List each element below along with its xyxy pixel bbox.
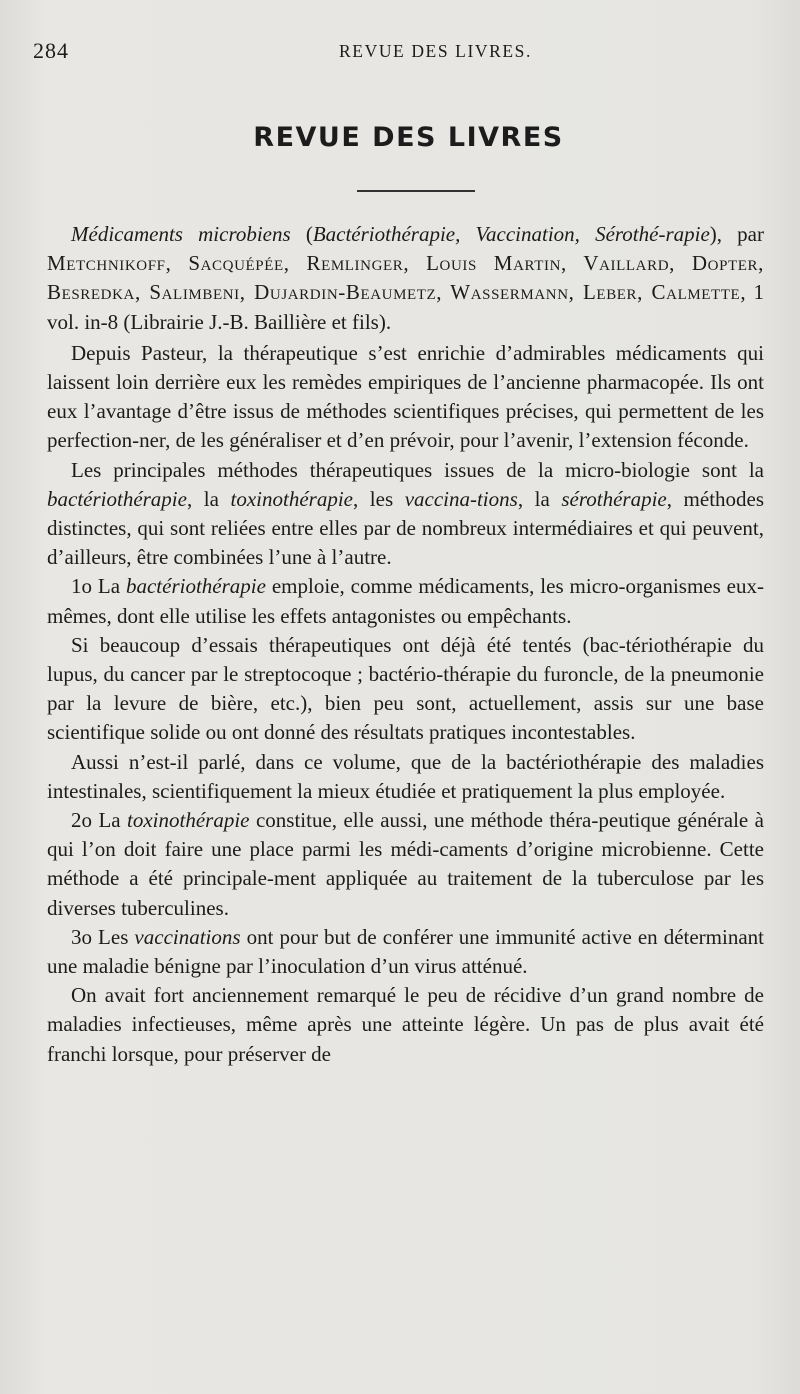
p3-text-c: emploie, comme médicaments, les micro-organismes eux-mêmes, dont elle utilise les effets antagonistes ou empêchants.: [47, 574, 764, 628]
book-authors: Metchnikoff, Sacquépée, Remlinger, Louis Martin, Vaillard, Dopter, Besredka, Salimbeni, Dujardin-Beaumetz, Wassermann, Leber, Calmette: [47, 251, 764, 305]
p2-text-e: , les: [352, 486, 405, 511]
book-subtitle: Bactériothérapie, Vaccination, Sérothé-rapie: [312, 222, 710, 246]
p7-text-a: 3o Les: [71, 924, 135, 949]
paragraph-toxinotherapie: [47, 806, 764, 923]
term-serotherapie: sérothérapie: [561, 486, 667, 511]
reference-close-paren: ), par: [709, 222, 764, 246]
title-rule: [357, 190, 475, 192]
running-title: REVUE DES LIVRES.: [339, 41, 532, 61]
book-title: Médicaments microbiens: [71, 222, 291, 246]
p2-text-g: , la: [517, 486, 562, 511]
book-publication: , 1 vol. in-8 (Librairie J.-B. Baillière et fils).: [47, 280, 764, 334]
section-title: REVUE DES LIVRES: [253, 122, 564, 153]
p3-term: bactériothérapie: [125, 574, 266, 599]
p6-term: toxinothérapie: [127, 808, 250, 833]
p7-term: vaccinations: [134, 924, 241, 949]
paragraph-intestinales: Aussi n’est-il parlé, dans ce volume, que de la bactériothérapie des maladies intestinales, scientifiquement la mieux étudiée et pratiquement la plus employée.: [47, 749, 764, 803]
reference-open-paren: (: [290, 222, 313, 246]
paragraph-methods: [47, 456, 764, 573]
page-number: 284: [33, 38, 69, 63]
term-bacteriotherapie: bactériothérapie: [47, 486, 187, 511]
paragraph-intro: Depuis Pasteur, la thérapeutique s’est enrichie d’admirables médicaments qui laissent loin derrière eux les remèdes empiriques de l’ancienne pharmacopée. Ils ont eux l’avantage d’être issus de méthodes scientifiques précises, qui permettent de les perfection-ner, de les généraliser et d’en prévoir, pour l’avenir, l’extension féconde.: [47, 340, 764, 453]
running-head: [33, 0, 764, 63]
book-reference: [47, 220, 764, 337]
p6-text-c: constitue, elle aussi, une méthode théra-peutique générale à qui l’on doit faire une place parmi les médi-caments d’origine microbienne. Cette méthode a été principale-ment appliquée au traitement de la tuberculose par les diverses tuberculines.: [47, 808, 764, 920]
paragraph-recidive: On avait fort anciennement remarqué le peu de récidive d’un grand nombre de maladies infectieuses, même après une atteinte légère. Un pas de plus avait été franchi lorsque, pour préserver de: [47, 983, 764, 1066]
term-toxinotherapie: toxinothérapie: [230, 486, 353, 511]
p6-text-a: 2o La: [71, 808, 128, 833]
p2-text-i: , méthodes distinctes, qui sont reliées entre elles par de nombreux intermédiaires et qui peuvent, d’ailleurs, être combinées l’une à l’autre.: [47, 486, 765, 570]
p2-text-a: Les principales méthodes thérapeutiques issues de la micro-biologie sont la: [71, 457, 764, 482]
paragraph-vaccinations: [47, 923, 764, 981]
p3-text-a: 1o La: [71, 574, 126, 599]
paragraph-essais: Si beaucoup d’essais thérapeutiques ont déjà été tentés (bac-tériothérapie du lupus, du cancer par le streptocoque ; bactério-thérapie du furoncle, de la pneumonie par la levure de bière, etc.), bien peu sont, actuellement, assis sur une base scientifique solide ou ont donné des résultats pratiques incontestables.: [47, 632, 764, 745]
p2-text-c: , la: [186, 486, 231, 511]
p7-text-c: ont pour but de conférer une immunité active en déterminant une maladie bénigne par l’inoculation d’un virus atténué.: [47, 924, 765, 979]
paragraph-bacteriotherapie: [47, 572, 764, 630]
term-vaccinations: vaccina-tions: [404, 486, 518, 511]
